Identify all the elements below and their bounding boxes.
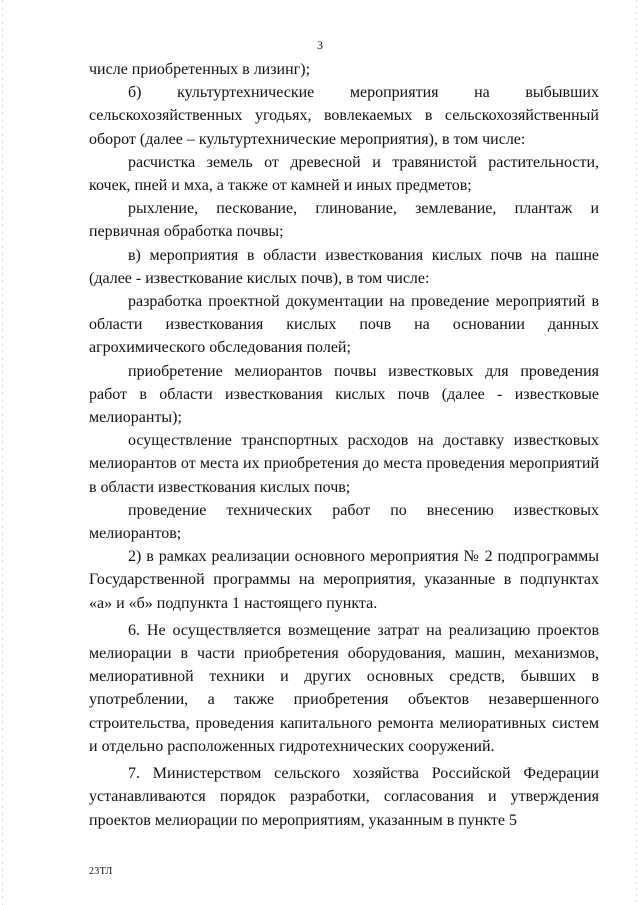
paragraph-section-7: 7. Министерством сельского хозяйства Российской Федерации устанавливаются порядок разработки, согласования и утверждения проектов мелиорации по мероприятиям, указанным в пункте 5: [89, 765, 599, 829]
paragraph-transport: осуществление транспортных расходов на доставку известковых мелиорантов от места их приобретения до места проведения мероприятий в области известкования кислых почв;: [89, 432, 599, 496]
paragraph-purchase-meliorants: приобретение мелиорантов почвы известковых для проведения работ в области известкования кислых почв (далее - известковые мелиоранты);: [89, 362, 599, 427]
paragraph-project-docs: разработка проектной документации на проведение мероприятий в области известкования кислых почв на основании данных агрохимического обследования полей;: [89, 293, 599, 357]
paragraph-continuation: числе приобретенных в лизинг);: [89, 61, 311, 78]
paragraph-subitem-2: 2) в рамках реализации основного мероприятия № 2 подпрограммы Государственной программы на мероприятия, указанные в подпунктах «а» и «б» подпункта 1 настоящего пункта.: [89, 548, 599, 612]
scan-edge-left: [2, 0, 3, 905]
paragraph-item-v: в) мероприятия в области известкования кислых почв на пашне (далее - известкование кислых почв), в том числе:: [89, 246, 599, 287]
scan-edge-right: [636, 0, 637, 905]
footer-code: 23ТЛ: [89, 866, 113, 877]
paragraph-technical-works: проведение технических работ по внесению известковых мелиорантов;: [89, 501, 599, 543]
document-body: [89, 58, 599, 832]
paragraph-clearing: расчистка земель от древесной и травянистой растительности, кочек, пней и мха, а также от камней и иных предметов;: [89, 153, 599, 195]
paragraph-section-6: 6. Не осуществляется возмещение затрат на реализацию проектов мелиорации в части приобретения оборудования, машин, механизмов, мелиоративной техники и других основных средств, бывших в употреблении, а также приобретения объектов незавершенного строительства, проведения капитального ремонта мелиоративных систем и отдельно расположенных гидротехнических сооружений.: [89, 621, 599, 755]
paragraph-item-b: б) культуртехнические мероприятия на выбывших сельскохозяйственных угодьях, вовлекаемых в сельскохозяйственный оборот (далее – культуртехнические мероприятия), в том числе:: [89, 84, 599, 148]
paragraph-loosening: рыхление, пескование, глинование, землевание, плантаж и первичная обработка почвы;: [89, 200, 599, 241]
page-number: 3: [317, 38, 323, 52]
